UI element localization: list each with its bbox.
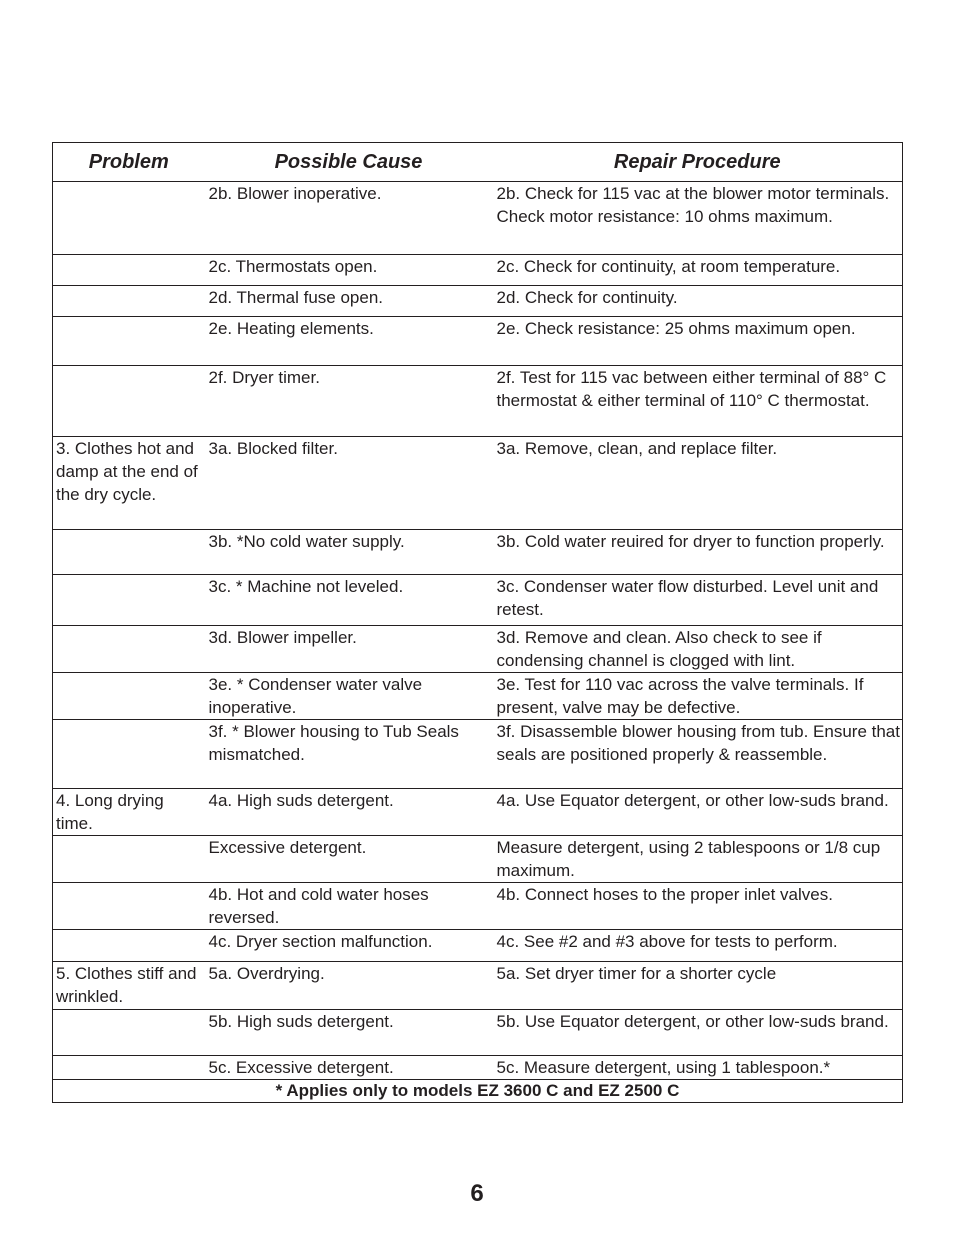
table-row	[53, 437, 903, 530]
problem-cell	[53, 530, 205, 575]
table-row	[53, 720, 903, 789]
table-row	[53, 673, 903, 720]
problem-cell: 5. Clothes stiff and wrinkled.	[53, 962, 205, 1010]
cause-cell: 3f. * Blower housing to Tub Seals mismatched.	[205, 720, 493, 789]
cause-cell: 5b. High suds detergent.	[205, 1010, 493, 1056]
table-row	[53, 255, 903, 286]
repair-cell: 5a. Set dryer timer for a shorter cycle	[493, 962, 903, 1010]
repair-cell: 2d. Check for continuity.	[493, 286, 903, 317]
repair-cell: 2b. Check for 115 vac at the blower motor terminals. Check motor resistance: 10 ohms maximum.	[493, 182, 903, 255]
repair-cell: 2c. Check for continuity, at room temperature.	[493, 255, 903, 286]
table-row	[53, 626, 903, 673]
cause-cell: 2f. Dryer timer.	[205, 366, 493, 437]
table-row	[53, 962, 903, 1010]
repair-cell: Measure detergent, using 2 tablespoons or 1/8 cup maximum.	[493, 836, 903, 883]
footnote: * Applies only to models EZ 3600 C and EZ 2500 C	[53, 1080, 903, 1103]
repair-cell: 5b. Use Equator detergent, or other low-suds brand.	[493, 1010, 903, 1056]
repair-cell: 3f. Disassemble blower housing from tub. Ensure that seals are positioned properly & reassemble.	[493, 720, 903, 789]
problem-cell	[53, 317, 205, 366]
cause-cell: 4a. High suds detergent.	[205, 789, 493, 836]
problem-cell	[53, 626, 205, 673]
repair-cell: 5c. Measure detergent, using 1 tablespoon.*	[493, 1056, 903, 1080]
problem-cell	[53, 673, 205, 720]
table-row	[53, 930, 903, 962]
problem-cell	[53, 1056, 205, 1080]
cause-cell: 3d. Blower impeller.	[205, 626, 493, 673]
cause-cell: 5c. Excessive detergent.	[205, 1056, 493, 1080]
problem-cell	[53, 883, 205, 930]
header-possible-cause: Possible Cause	[205, 143, 493, 182]
table-row	[53, 317, 903, 366]
troubleshooting-table	[52, 142, 903, 1103]
repair-cell: 2e. Check resistance: 25 ohms maximum open.	[493, 317, 903, 366]
footnote-row	[53, 1080, 903, 1103]
header-repair-procedure: Repair Procedure	[493, 143, 903, 182]
repair-cell: 4c. See #2 and #3 above for tests to perform.	[493, 930, 903, 962]
cause-cell: 2b. Blower inoperative.	[205, 182, 493, 255]
cause-cell: 2e. Heating elements.	[205, 317, 493, 366]
cause-cell: Excessive detergent.	[205, 836, 493, 883]
problem-cell: 4. Long drying time.	[53, 789, 205, 836]
table-row	[53, 530, 903, 575]
repair-cell: 3d. Remove and clean. Also check to see if condensing channel is clogged with lint.	[493, 626, 903, 673]
table-row	[53, 1056, 903, 1080]
cause-cell: 5a. Overdrying.	[205, 962, 493, 1010]
problem-cell	[53, 836, 205, 883]
repair-cell: 3c. Condenser water flow disturbed. Level unit and retest.	[493, 575, 903, 626]
table-row	[53, 182, 903, 255]
table-body	[53, 182, 903, 1080]
cause-cell: 2c. Thermostats open.	[205, 255, 493, 286]
cause-cell: 3a. Blocked filter.	[205, 437, 493, 530]
table-row	[53, 883, 903, 930]
table-row	[53, 366, 903, 437]
problem-cell	[53, 1010, 205, 1056]
repair-cell: 3e. Test for 110 vac across the valve terminals. If present, valve may be defective.	[493, 673, 903, 720]
table-row	[53, 789, 903, 836]
cause-cell: 4b. Hot and cold water hoses reversed.	[205, 883, 493, 930]
problem-cell	[53, 930, 205, 962]
cause-cell: 3e. * Condenser water valve inoperative.	[205, 673, 493, 720]
repair-cell: 4b. Connect hoses to the proper inlet valves.	[493, 883, 903, 930]
cause-cell: 4c. Dryer section malfunction.	[205, 930, 493, 962]
problem-cell	[53, 182, 205, 255]
table-header-row	[53, 143, 903, 182]
cause-cell: 2d. Thermal fuse open.	[205, 286, 493, 317]
problem-cell	[53, 720, 205, 789]
page-number: 6	[470, 1180, 484, 1207]
repair-cell: 3b. Cold water reuired for dryer to function properly.	[493, 530, 903, 575]
table-row	[53, 286, 903, 317]
cause-cell: 3b. *No cold water supply.	[205, 530, 493, 575]
problem-cell	[53, 255, 205, 286]
table-row	[53, 575, 903, 626]
table-row	[53, 836, 903, 883]
problem-cell	[53, 575, 205, 626]
repair-cell: 2f. Test for 115 vac between either terminal of 88° C thermostat & either terminal of 110° C thermostat.	[493, 366, 903, 437]
repair-cell: 3a. Remove, clean, and replace filter.	[493, 437, 903, 530]
problem-cell: 3. Clothes hot and damp at the end of the dry cycle.	[53, 437, 205, 530]
repair-cell: 4a. Use Equator detergent, or other low-suds brand.	[493, 789, 903, 836]
problem-cell	[53, 366, 205, 437]
problem-cell	[53, 286, 205, 317]
cause-cell: 3c. * Machine not leveled.	[205, 575, 493, 626]
table-row	[53, 1010, 903, 1056]
header-problem: Problem	[53, 143, 205, 182]
